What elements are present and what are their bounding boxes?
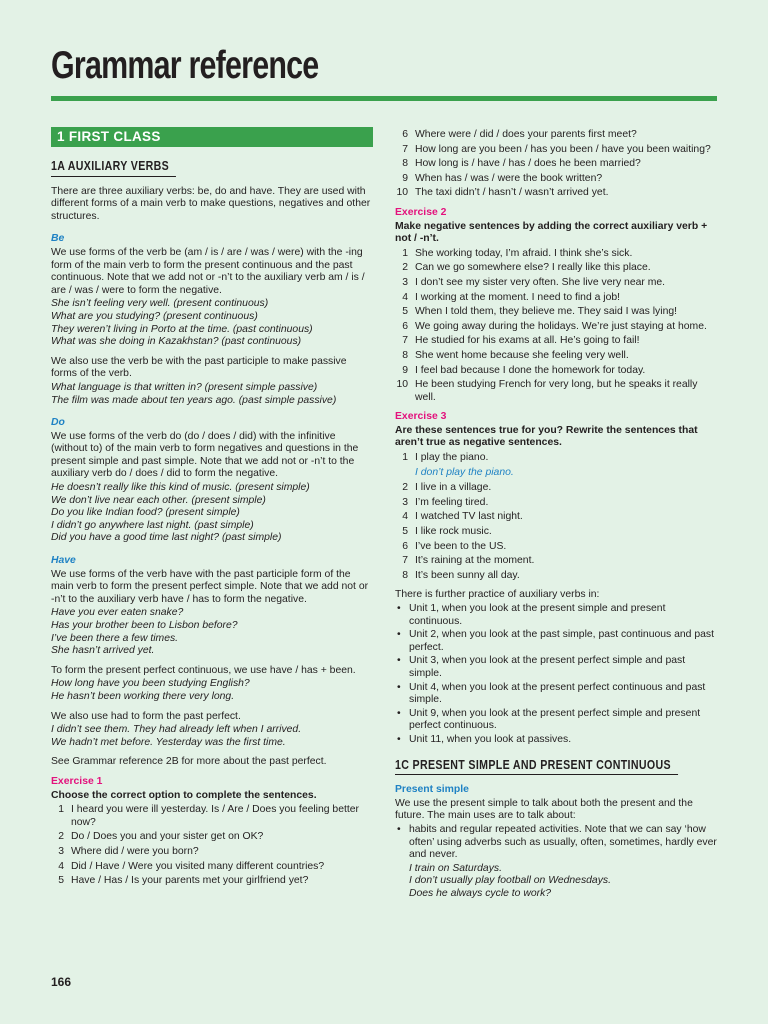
exercise-3-example-answer: I don’t play the piano. [415, 466, 514, 478]
list-item: 7 It’s raining at the moment. [402, 555, 535, 567]
left-column [51, 127, 373, 895]
do-example: Do you like Indian food? (present simple) [51, 507, 240, 519]
had-example: We hadn’t met before. Yesterday was the first time. [51, 736, 286, 748]
list-item: 10 The taxi didn’t / hasn’t / wasn’t arrived yet. [396, 187, 609, 199]
list-item: • Unit 9, when you look at the present perfect simple and present perfect continuous. [395, 708, 717, 733]
present-simple-example: I don’t usually play football on Wednesdays. [409, 875, 611, 887]
list-item: 2 Can we go somewhere else? I really like this place. [402, 262, 651, 274]
list-item: 5 When I told them, they believe me. They said I was lying! [402, 306, 678, 318]
list-item: 10 He been studying French for very long, but he speaks it really well. [396, 379, 698, 403]
list-item: 3 I’m feeling tired. [402, 496, 489, 508]
list-item: 9 When has / was / were the book written? [402, 172, 603, 184]
do-text: We use forms of the verb do (do / does / did) with the infinitive (without to) of the main verb to form negatives and questions in the present simple and past simple. Note that we add not or -n’t to the auxiliary verb do / does / did to form the negative. [51, 430, 359, 480]
list-item: • Unit 3, when you look at the present perfect simple and past simple. [395, 655, 717, 680]
exercise-3-list-continued [395, 482, 717, 582]
have-heading: Have [51, 555, 76, 567]
list-item: • habits and regular repeated activities. Note that we can say ‘how often’ using adverbs such as usually, often, sometimes, hardly ever and never. [395, 824, 717, 862]
title-rule [51, 96, 717, 101]
be-passive-text: We also use the verb be with the past participle to make passive forms of the verb. [51, 355, 347, 380]
be-example: They weren’t living in Porto at the time. (past continuous) [51, 323, 313, 335]
list-item: • Unit 2, when you look at the past simple, past continuous and past perfect. [395, 629, 717, 654]
be-text: We use forms of the verb be (am / is / are / was / were) with the -ing form of the main verb to form the present continuous and the past continuous. Note that we add not or -n’t to the auxiliary verb am / is / are / was / were to form the negative. [51, 246, 365, 296]
right-column [395, 129, 717, 900]
have-continuous-example: How long have you been studying English? [51, 678, 250, 690]
list-item: 1 I heard you were ill yesterday. Is / Are / Does you feeling better now? [58, 804, 360, 828]
list-item: 8 She went home because she feeling very well. [402, 349, 629, 361]
list-item: 1 I play the piano. [402, 452, 489, 464]
exercise-2-instruction: Make negative sentences by adding the correct auxiliary verb + not / -n’t. [395, 220, 708, 245]
list-item: 7 He studied for his exams at all. He’s going to fail! [402, 335, 640, 347]
had-text: We also use had to form the past perfect. [51, 710, 241, 722]
exercise-3-heading: Exercise 3 [395, 411, 447, 423]
exercise-2-heading: Exercise 2 [395, 206, 447, 218]
do-heading: Do [51, 417, 65, 429]
present-simple-example: Does he always cycle to work? [409, 887, 552, 899]
further-practice-list [395, 603, 717, 747]
list-item: 1 She working today, I’m afraid. I think she’s sick. [402, 247, 633, 259]
have-example: Has your brother been to Lisbon before? [51, 620, 238, 631]
list-item: 8 How long is / have / has / does he been married? [402, 158, 641, 170]
list-item: 4 I watched TV last night. [402, 511, 523, 523]
further-practice-intro: There is further practice of auxiliary verbs in: [395, 589, 600, 601]
list-item: 6 I’ve been to the US. [402, 540, 507, 552]
have-example: I’ve been there a few times. [51, 632, 179, 644]
unit-banner: 1 FIRST CLASS [51, 127, 373, 147]
list-item: 3 I don’t see my sister very often. She live very near me. [402, 276, 666, 288]
present-simple-heading: Present simple [395, 784, 469, 796]
be-passive-example: What language is that written in? (present simple passive) [51, 381, 318, 393]
list-item: 7 How long are you been / has you been / have you been waiting? [402, 143, 711, 155]
have-text: We use forms of the verb have with the past participle form of the main verb to form the present perfect simple. Note that we add not or -n’t to the auxiliary verb have / has to form the negative. [51, 568, 369, 605]
section-1a-intro: There are three auxiliary verbs: be, do and have. They are used with different forms of a main verb to make questions, negatives and other structures. [51, 185, 371, 222]
do-example: Did you have a good time last night? (past simple) [51, 532, 282, 544]
list-item: 8 It’s been sunny all day. [402, 569, 520, 581]
have-example: Have you ever eaten snake? [51, 607, 184, 619]
have-continuous-example: He hasn’t been working there very long. [51, 690, 235, 702]
list-item: 5 Have / Has / Is your parents met your girlfriend yet? [58, 875, 309, 887]
section-1a-heading: 1A AUXILIARY VERBS [51, 160, 176, 177]
exercise-1-heading: Exercise 1 [51, 775, 103, 787]
exercise-1-instruction: Choose the correct option to complete the sentences. [51, 789, 317, 801]
be-example: What was she doing in Kazakhstan? (past continuous) [51, 336, 302, 348]
list-item: 4 Did / Have / Were you visited many different countries? [58, 860, 325, 872]
see-reference: See Grammar reference 2B for more about the past perfect. [51, 756, 327, 768]
present-simple-example: I train on Saturdays. [409, 862, 502, 874]
list-item: 9 I feel bad because I done the homework for today. [402, 364, 646, 376]
list-item: 4 I working at the moment. I need to find a job! [402, 291, 621, 303]
do-example: I didn’t go anywhere last night. (past simple) [51, 519, 254, 531]
had-example: I didn’t see them. They had already left when I arrived. [51, 724, 302, 736]
page-number: 166 [51, 975, 72, 989]
be-heading: Be [51, 233, 65, 245]
present-simple-text: We use the present simple to talk about both the present and the future. The main uses are to talk about: [395, 797, 693, 822]
list-item: 6 Where were / did / does your parents first meet? [402, 129, 637, 140]
list-item: • Unit 4, when you look at the present perfect continuous and past simple. [395, 682, 717, 707]
exercise-3-instruction: Are these sentences true for you? Rewrite the sentences that aren’t true as negative sentences. [395, 424, 698, 449]
exercise-2-list [395, 248, 717, 405]
list-item: 6 We going away during the holidays. We’re just staying at home. [402, 320, 707, 332]
exercise-3-list [395, 452, 717, 465]
exercise-1-list-continued [395, 129, 717, 200]
list-item: 3 Where did / were you born? [58, 845, 199, 857]
exercise-1-list [51, 804, 373, 888]
do-example: He doesn’t really like this kind of music. (present simple) [51, 482, 310, 494]
list-item: • Unit 11, when you look at passives. [395, 734, 717, 747]
have-continuous-text: To form the present perfect continuous, we use have / has + been. [51, 664, 356, 676]
page-title: Grammar reference [51, 44, 319, 87]
section-1c-heading: 1C PRESENT SIMPLE AND PRESENT CONTINUOUS [395, 759, 678, 776]
do-example: We don’t live near each other. (present simple) [51, 494, 266, 506]
list-item: 2 I live in a village. [402, 482, 492, 494]
list-item: • Unit 1, when you look at the present simple and present continuous. [395, 603, 717, 628]
be-example: What are you studying? (present continuous) [51, 310, 258, 322]
be-example: She isn’t feeling very well. (present continuous) [51, 298, 269, 310]
list-item: 2 Do / Does you and your sister get on OK? [58, 831, 264, 843]
have-example: She hasn’t arrived yet. [51, 645, 155, 657]
list-item: 5 I like rock music. [402, 526, 492, 538]
present-simple-uses [395, 824, 717, 862]
be-passive-example: The film was made about ten years ago. (past simple passive) [51, 394, 337, 406]
